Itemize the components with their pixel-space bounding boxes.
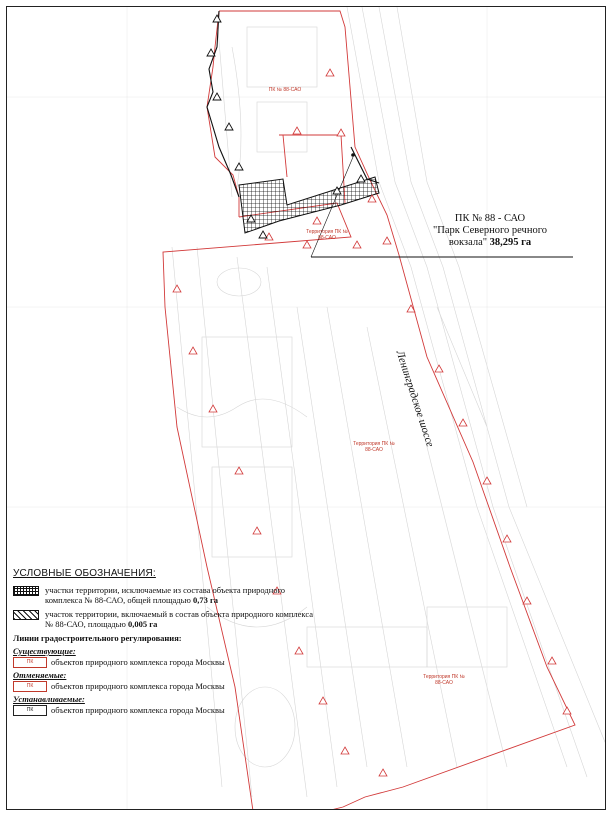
legend-excluded: участки территории, исключаемые из состава объекта природного комплекса № 88-САО, общей площадью 0,73 га: [13, 585, 313, 605]
park-area: 38,295 га: [489, 237, 532, 248]
legend-cancelled-heading: Отменяемые:: [13, 670, 67, 680]
excluded-boundary: [207, 11, 379, 197]
red-crossed-line-swatch-icon: ПК: [13, 681, 47, 692]
territory-label-2: Территория ПК № 88-САО: [306, 229, 348, 241]
legend-existing-row: ПК объектов природного комплекса города Москвы: [13, 657, 313, 667]
road-label: Ленинградское шоссе: [393, 349, 437, 449]
park-name: "Парк Северного речного: [433, 225, 547, 236]
park-name-cont: вокзала": [448, 237, 488, 248]
red-line-swatch-icon: ПК: [13, 657, 47, 668]
legend: [13, 569, 313, 718]
crosshatch-swatch-icon: [13, 586, 39, 596]
territory-label-3: Территория ПК № 88-САО: [353, 441, 395, 453]
map-sheet: [6, 6, 606, 810]
legend-existing-heading: Существующие:: [13, 646, 76, 656]
legend-title: УСЛОВНЫЕ ОБОЗНАЧЕНИЯ:: [13, 568, 156, 579]
black-line-swatch-icon: ПК: [13, 705, 47, 716]
hatch-swatch-icon: [13, 610, 39, 620]
legend-lines-heading: Линии градостроительного регулирования:: [13, 633, 182, 643]
legend-established-heading: Устанавливаемые:: [13, 694, 85, 704]
excluded-area: [239, 177, 379, 233]
legend-cancelled-row: ПК объектов природного комплекса города Москвы: [13, 681, 313, 691]
legend-established-row: ПК объектов природного комплекса города Москвы: [13, 705, 313, 715]
territory-label-4: Территория ПК № 88-САО: [423, 674, 465, 686]
legend-included: участок территории, включаемый в состав объекта природного комплекса № 88-САО, площадью 0,005 га: [13, 609, 313, 629]
complex-id: ПК № 88 - САО: [454, 213, 526, 224]
map-title-block: [425, 213, 555, 249]
territory-label-1: ПК № 88-САО: [268, 87, 302, 93]
